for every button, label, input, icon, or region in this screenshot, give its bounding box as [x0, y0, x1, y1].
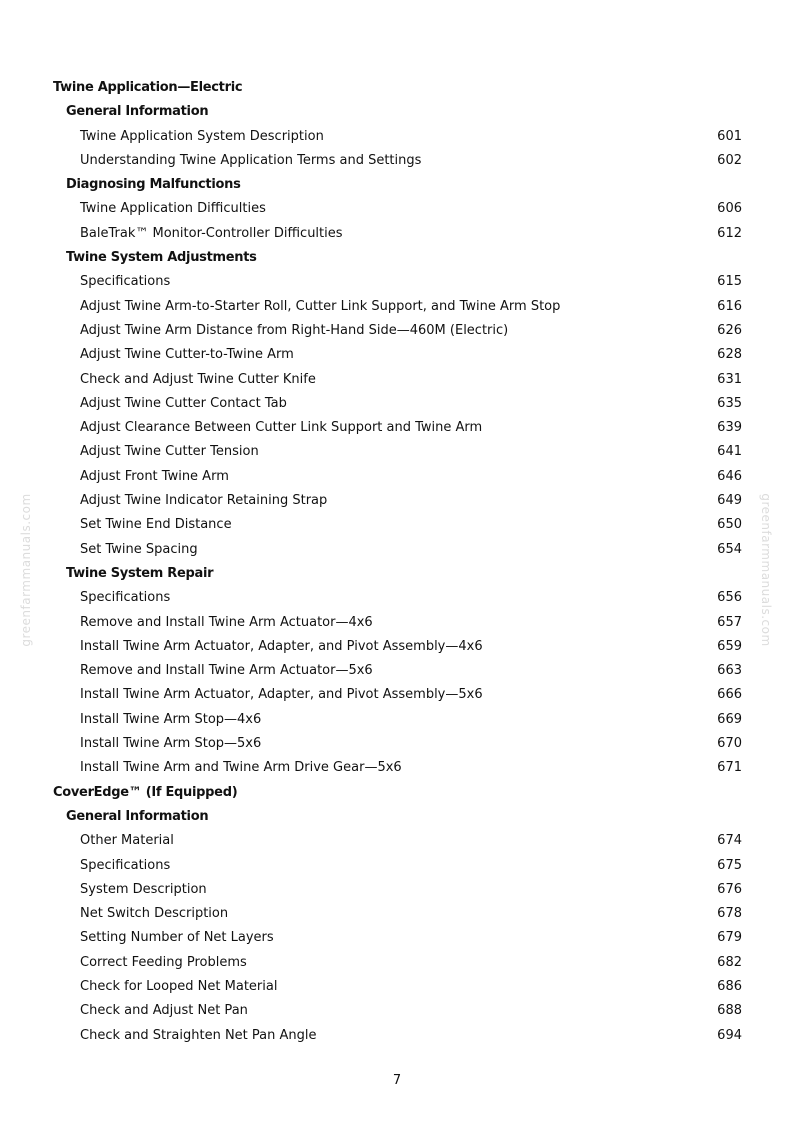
toc-page-number: 639 [717, 420, 742, 436]
toc-entry[interactable] [0, 635, 794, 659]
toc-entry-title: Check for Looped Net Material [80, 978, 278, 994]
toc-entry[interactable] [0, 951, 794, 975]
toc-entry[interactable] [0, 222, 794, 246]
toc-entry-title: Adjust Twine Arm-to-Starter Roll, Cutter Link Support, and Twine Arm Stop [80, 298, 561, 314]
toc-entry-title: Check and Adjust Twine Cutter Knife [80, 371, 316, 387]
toc-entry[interactable] [0, 854, 794, 878]
toc-page-number: 606 [717, 201, 742, 217]
toc-page-number: 641 [717, 444, 742, 460]
toc-heading [0, 76, 794, 100]
section-heading: Diagnosing Malfunctions [66, 177, 241, 193]
toc-entry-title: Adjust Twine Cutter Contact Tab [80, 395, 287, 411]
section-heading: Twine System Adjustments [66, 250, 257, 266]
toc-page-number: 669 [717, 711, 742, 727]
toc-entry-title: Adjust Twine Arm Distance from Right-Hand Side—460M (Electric) [80, 322, 509, 338]
toc-entry-title: Check and Straighten Net Pan Angle [80, 1027, 317, 1043]
toc-page-number: 657 [717, 614, 742, 630]
toc-entry[interactable] [0, 295, 794, 319]
toc-entry-title: Adjust Twine Indicator Retaining Strap [80, 493, 328, 509]
toc-entry-title: System Description [80, 881, 207, 897]
toc-page-number: 676 [717, 881, 742, 897]
toc-entry-title: Install Twine Arm Stop—4x6 [80, 711, 262, 727]
watermark-left: greenfarmmanuals.com [19, 493, 33, 647]
toc-page-number: 674 [717, 833, 742, 849]
toc-entry[interactable] [0, 611, 794, 635]
toc-entry[interactable] [0, 368, 794, 392]
toc-page-number: 631 [717, 371, 742, 387]
toc-heading [0, 805, 794, 829]
toc-entry-title: Set Twine Spacing [80, 541, 198, 557]
toc-entry-title: Install Twine Arm Actuator, Adapter, and Pivot Assembly—4x6 [80, 638, 483, 654]
toc-entry[interactable] [0, 902, 794, 926]
toc-entry[interactable] [0, 659, 794, 683]
toc-entry[interactable] [0, 513, 794, 537]
toc-entry[interactable] [0, 926, 794, 950]
toc-heading [0, 562, 794, 586]
toc-entry[interactable] [0, 538, 794, 562]
toc-entry[interactable] [0, 270, 794, 294]
toc-entry[interactable] [0, 125, 794, 149]
toc-page-number: 612 [717, 225, 742, 241]
page-number: 7 [392, 1073, 402, 1088]
toc-entry-title: Specifications [80, 857, 171, 873]
toc-page-number: 678 [717, 906, 742, 922]
toc-page-number: 679 [717, 930, 742, 946]
toc-entry-title: Adjust Clearance Between Cutter Link Support and Twine Arm [80, 420, 483, 436]
toc-page-number: 649 [717, 493, 742, 509]
toc-heading [0, 246, 794, 270]
toc-entry-title: BaleTrak™ Monitor-Controller Difficulties [80, 225, 343, 241]
toc-page-number: 663 [717, 663, 742, 679]
toc-entry[interactable] [0, 149, 794, 173]
toc-entry-title: Setting Number of Net Layers [80, 930, 274, 946]
section-heading: Twine Application—Electric [53, 80, 243, 95]
toc-entry-title: Twine Application Difficulties [80, 201, 266, 217]
toc-entry[interactable] [0, 683, 794, 707]
toc-entry-title: Set Twine End Distance [80, 517, 232, 533]
toc-page-number: 675 [717, 857, 742, 873]
toc-page-number: 682 [717, 954, 742, 970]
toc-entry[interactable] [0, 489, 794, 513]
toc-entry[interactable] [0, 465, 794, 489]
watermark-right: greenfarmmanuals.com [759, 493, 773, 647]
table-of-contents [0, 76, 794, 1048]
toc-page-number: 650 [717, 517, 742, 533]
toc-page-number: 686 [717, 978, 742, 994]
toc-page-number: 602 [717, 152, 742, 168]
toc-page-number: 628 [717, 347, 742, 363]
toc-entry-title: Adjust Front Twine Arm [80, 468, 229, 484]
toc-entry-title: Check and Adjust Net Pan [80, 1003, 248, 1019]
toc-entry[interactable] [0, 392, 794, 416]
toc-entry[interactable] [0, 1024, 794, 1048]
toc-entry[interactable] [0, 756, 794, 780]
toc-entry-title: Adjust Twine Cutter Tension [80, 444, 259, 460]
toc-entry[interactable] [0, 708, 794, 732]
toc-entry-title: Specifications [80, 590, 171, 606]
toc-entry-title: Install Twine Arm and Twine Arm Drive Gear—5x6 [80, 760, 402, 776]
toc-page-number: 654 [717, 541, 742, 557]
toc-page-number: 656 [717, 590, 742, 606]
toc-entry[interactable] [0, 878, 794, 902]
toc-page-number: 626 [717, 322, 742, 338]
toc-entry-title: Remove and Install Twine Arm Actuator—5x6 [80, 663, 373, 679]
toc-entry[interactable] [0, 975, 794, 999]
toc-entry-title: Install Twine Arm Actuator, Adapter, and Pivot Assembly—5x6 [80, 687, 483, 703]
toc-entry[interactable] [0, 732, 794, 756]
toc-page-number: 635 [717, 395, 742, 411]
section-heading: CoverEdge™ (If Equipped) [53, 784, 238, 800]
toc-page-number: 659 [717, 638, 742, 654]
toc-heading [0, 173, 794, 197]
toc-page-number: 666 [717, 687, 742, 703]
toc-entry-title: Remove and Install Twine Arm Actuator—4x6 [80, 614, 373, 630]
toc-page-number: 688 [717, 1003, 742, 1019]
toc-page-number: 694 [717, 1027, 742, 1043]
toc-entry[interactable] [0, 999, 794, 1023]
toc-entry[interactable] [0, 586, 794, 610]
toc-page-number: 646 [717, 468, 742, 484]
toc-entry[interactable] [0, 440, 794, 464]
toc-entry[interactable] [0, 319, 794, 343]
toc-entry-title: Understanding Twine Application Terms and Settings [80, 152, 422, 168]
toc-entry[interactable] [0, 197, 794, 221]
toc-entry-title: Net Switch Description [80, 906, 229, 922]
toc-entry-title: Adjust Twine Cutter-to-Twine Arm [80, 347, 294, 363]
section-heading: Twine System Repair [66, 565, 214, 581]
toc-page-number: 615 [717, 274, 742, 290]
toc-entry-title: Correct Feeding Problems [80, 954, 247, 970]
section-heading: General Information [66, 808, 209, 824]
toc-entry-title: Twine Application System Description [80, 128, 324, 144]
toc-entry-title: Specifications [80, 274, 171, 290]
toc-entry[interactable] [0, 416, 794, 440]
toc-entry[interactable] [0, 829, 794, 853]
toc-page-number: 670 [717, 736, 742, 752]
toc-heading [0, 100, 794, 124]
toc-entry-title: Install Twine Arm Stop—5x6 [80, 736, 262, 752]
section-heading: General Information [66, 104, 209, 120]
toc-page-number: 671 [717, 760, 742, 776]
toc-heading [0, 781, 794, 805]
toc-page-number: 616 [717, 298, 742, 314]
toc-entry[interactable] [0, 343, 794, 367]
toc-page-number: 601 [717, 128, 742, 144]
toc-entry-title: Other Material [80, 833, 174, 849]
